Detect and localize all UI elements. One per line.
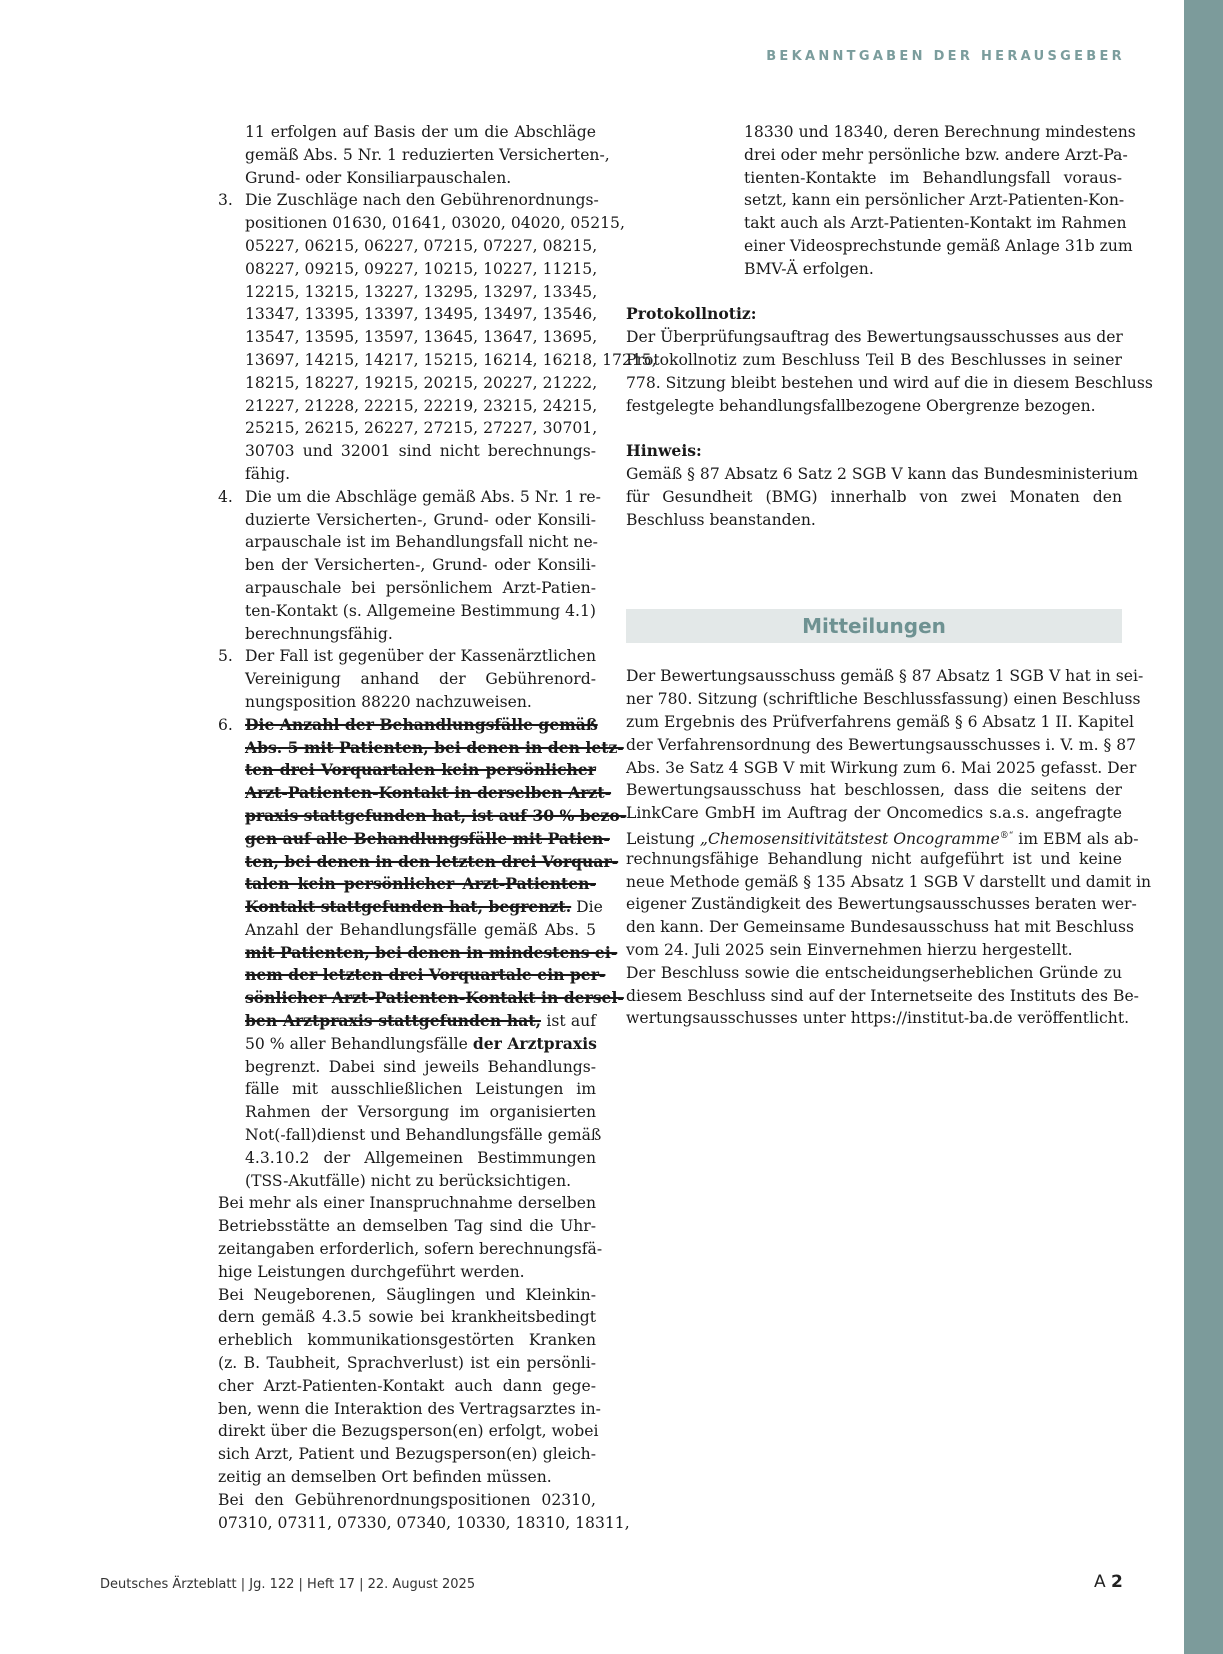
text-line: neue Methode gemäß § 135 Absatz 1 SGB V darstellt und damit in	[626, 872, 1152, 891]
continuation-block	[626, 121, 1136, 281]
struck-text-line: talen kein persönlicher Arzt-Patienten-	[245, 874, 596, 894]
text-line: 30703 und 32001 sind nicht berechnungs-	[245, 442, 596, 461]
text-line: 13697, 14215, 14217, 15215, 16214, 16218, 17215,	[245, 350, 657, 369]
list-number: 6.	[218, 715, 233, 734]
plain-text: 50 % aller Behandlungsfälle	[245, 1034, 468, 1053]
text-line: Der Bewertungsausschuss gemäß § 87 Absatz 1 SGB V hat in sei-	[626, 667, 1144, 686]
text-line: Gemäß § 87 Absatz 6 Satz 2 SGB V kann das Bundesministerium	[626, 464, 1138, 483]
text-line: 13547, 13595, 13597, 13645, 13647, 13695,	[245, 328, 598, 347]
text-line: Grund- oder Konsiliarpauschalen.	[245, 168, 512, 187]
text-line: eigener Zuständigkeit des Bewertungsausschusses beraten wer-	[626, 895, 1137, 914]
list-item-3	[218, 189, 657, 485]
struck-text: ben Arztpraxis stattgefunden hat,	[245, 1011, 542, 1031]
text-line: 18330 und 18340, deren Berechnung mindestens	[744, 123, 1136, 141]
text-line: drei oder mehr persönliche bzw. andere Arzt-Pa-	[744, 145, 1128, 164]
text-line: gemäß Abs. 5 Nr. 1 reduzierten Versicherten-,	[245, 145, 610, 164]
text-line: hige Leistungen durchgeführt werden.	[218, 1262, 525, 1281]
text-line: erheblich kommunikationsgestörten Kranken	[218, 1331, 596, 1350]
text-line: der Verfahrensordnung des Bewertungsausschusses i. V. m. § 87	[626, 735, 1137, 754]
text-line: Abs. 3e Satz 4 SGB V mit Wirkung zum 6. Mai 2025 gefasst. Der	[626, 758, 1137, 777]
text-line: 778. Sitzung bleibt bestehen und wird auf die in diesem Beschluss	[626, 373, 1153, 392]
struck-text: Kontakt stattgefunden hat, begrenzt.	[245, 897, 572, 917]
section-heading: Hinweis:	[626, 441, 702, 461]
text-line: 18215, 18227, 19215, 20215, 20227, 21222,	[245, 373, 598, 392]
text-line: cher Arzt-Patienten-Kontakt auch dann gege-	[218, 1376, 596, 1395]
mixed-text-line	[626, 825, 1139, 849]
text-line: 21227, 21228, 22215, 22219, 23215, 24215,	[245, 396, 598, 415]
page-number	[1094, 1572, 1123, 1592]
text-line: LinkCare GmbH im Auftrag der Oncomedics s.a.s. angefragte	[626, 804, 1122, 823]
italic-text: „Chemosensitivitätstest Oncogramme	[699, 830, 1000, 849]
text-line: Vereinigung anhand der Gebührenord-	[245, 670, 596, 689]
struck-text-line: Abs. 5 mit Patienten, bei denen in den letz-	[245, 737, 624, 757]
text-line: ner 780. Sitzung (schriftliche Beschlussfassung) einen Beschluss	[626, 690, 1141, 709]
plain-text: ist auf	[546, 1012, 596, 1031]
text-line: Bei den Gebührenordnungspositionen 02310,	[218, 1490, 596, 1509]
left-column	[218, 121, 657, 1534]
struck-text-line: praxis stattgefunden hat, ist auf 30 % bezo-	[245, 805, 627, 825]
paragraph-neugeborene	[218, 1284, 601, 1489]
plain-text: Die	[576, 898, 603, 917]
page-prefix: A	[1094, 1572, 1112, 1592]
text-line: Betriebsstätte an demselben Tag sind die Uhr-	[218, 1217, 596, 1236]
text-line: Die Zuschläge nach den Gebührenordnungs-	[245, 191, 599, 210]
text-line: 12215, 13215, 13227, 13295, 13297, 13345,	[245, 282, 598, 301]
list-number: 4.	[218, 487, 233, 506]
text-line: festgelegte behandlungsfallbezogene Obergrenze bezogen.	[626, 396, 1096, 415]
text-line: für Gesundheit (BMG) innerhalb von zwei Monaten den	[626, 487, 1122, 506]
text-line: direkt über die Bezugsperson(en) erfolgt, wobei	[218, 1422, 599, 1441]
protokollnotiz-section	[626, 303, 1153, 417]
struck-text-line: nem der letzten drei Vorquartale ein per-	[245, 965, 606, 985]
text-line: dern gemäß 4.3.5 sowie bei krankheitsbedingt	[218, 1308, 596, 1327]
registered-mark: ®“	[999, 830, 1014, 841]
text-line: berechnungsfähig.	[245, 624, 393, 643]
mixed-text-line	[245, 1033, 596, 1056]
text-line: Protokollnotiz zum Beschluss Teil B des Beschlusses in seiner	[626, 350, 1122, 369]
bold-text: der Arztpraxis	[472, 1033, 597, 1053]
text-line: vom 24. Juli 2025 sein Einvernehmen hierzu hergestellt.	[626, 940, 1073, 959]
right-column	[626, 121, 1153, 1030]
text-line: wertungsausschusses unter https://institut-ba.de veröffentlicht.	[626, 1009, 1130, 1028]
text-line: ben der Versicherten-, Grund- oder Konsili-	[245, 556, 596, 575]
struck-text-line: mit Patienten, bei denen in mindestens ei-	[245, 942, 618, 962]
text-line: Bei mehr als einer Inanspruchnahme derselben	[218, 1194, 596, 1213]
text-line: nungsposition 88220 nachzuweisen.	[245, 692, 532, 711]
struck-text-line: gen auf alle Behandlungsfälle mit Patien-	[245, 828, 610, 848]
intro-continuation	[218, 121, 610, 189]
running-head: BEKANNTGABEN DER HERAUSGEBER	[766, 49, 1125, 64]
footer-citation: Deutsches Ärzteblatt | Jg. 122 | Heft 17 | 22. August 2025	[100, 1577, 476, 1592]
text-line: arpauschale ist im Behandlungsfall nicht ne-	[245, 533, 598, 552]
mitteilungen-body	[626, 665, 1152, 1030]
text-line: diesem Beschluss sind auf der Internetseite des Instituts des Be-	[626, 986, 1139, 1005]
text-line: fälle mit ausschließlichen Leistungen im	[245, 1080, 596, 1099]
struck-text-line: Die Anzahl der Behandlungsfälle gemäß	[245, 714, 598, 734]
text-line: den kann. Der Gemeinsame Bundesausschuss hat mit Beschluss	[626, 918, 1135, 937]
struck-text-line: Arzt-Patienten-Kontakt in derselben Arzt-	[245, 783, 612, 803]
text-line: sich Arzt, Patient und Bezugsperson(en) gleich-	[218, 1445, 596, 1464]
text-line: Der Überprüfungsauftrag des Bewertungsausschusses aus der	[626, 328, 1123, 347]
list-number: 5.	[218, 647, 233, 666]
page-number-value: 2	[1111, 1572, 1123, 1592]
text-line: Not(-fall)dienst und Behandlungsfälle gemäß	[245, 1126, 602, 1145]
text-line: Bewertungsausschuss hat beschlossen, dass die seitens der	[626, 781, 1122, 800]
text-line: 08227, 09215, 09227, 10215, 10227, 11215,	[245, 259, 598, 278]
text-line: 25215, 26215, 26227, 27215, 27227, 30701,	[245, 419, 598, 438]
text-line: Bei Neugeborenen, Säuglingen und Kleinkin-	[218, 1285, 596, 1304]
text-line: arpauschale bei persönlichem Arzt-Patien-	[245, 578, 596, 597]
text-line: rechnungsfähige Behandlung nicht aufgeführt ist und keine	[626, 849, 1122, 868]
text-line: tienten-Kontakte im Behandlungsfall voraus-	[744, 168, 1122, 187]
text-line: positionen 01630, 01641, 03020, 04020, 05215,	[245, 214, 625, 233]
plain-text: im EBM als ab-	[1013, 830, 1139, 849]
text-line: ten-Kontakt (s. Allgemeine Bestimmung 4.1)	[245, 601, 596, 620]
text-line: zeitangaben erforderlich, sofern berechnungsfä-	[218, 1240, 603, 1259]
text-line: ben, wenn die Interaktion des Vertragsarztes in-	[218, 1399, 601, 1418]
text-line: Die um die Abschläge gemäß Abs. 5 Nr. 1 re-	[245, 487, 601, 506]
text-line: (TSS-Akutfälle) nicht zu berücksichtigen.	[245, 1171, 572, 1190]
mixed-text-line	[245, 896, 603, 919]
text-line: fähig.	[245, 464, 291, 483]
hinweis-section	[626, 440, 1138, 531]
text-line: 13347, 13395, 13397, 13495, 13497, 13546,	[245, 305, 598, 324]
list-number: 3.	[218, 191, 233, 210]
text-line: duzierte Versicherten-, Grund- oder Konsili-	[245, 510, 596, 529]
text-line: (z. B. Taubheit, Sprachverlust) ist ein persönli-	[218, 1354, 596, 1373]
list-item-6	[218, 714, 627, 1193]
text-line: BMV-Ä erfolgen.	[744, 259, 874, 278]
paragraph-bei-mehr	[218, 1192, 603, 1283]
mitteilungen-heading: Mitteilungen	[626, 609, 1122, 643]
text-line: setzt, kann ein persönlicher Arzt-Patienten-Kon-	[744, 191, 1125, 210]
struck-text-line: ten drei Vorquartalen kein persönlicher	[245, 760, 596, 780]
text-line: Der Fall ist gegenüber der Kassenärztlichen	[245, 647, 596, 666]
list-item-4	[218, 486, 601, 646]
text-line: einer Videosprechstunde gemäß Anlage 31b zum	[744, 236, 1133, 255]
mixed-text-line	[245, 1010, 596, 1033]
plain-text: Leistung	[626, 830, 700, 849]
text-line: Der Beschluss sowie die entscheidungserheblichen Gründe zu	[626, 963, 1122, 982]
text-line: zeitig an demselben Ort befinden müssen.	[218, 1468, 552, 1487]
text-line: 07310, 07311, 07330, 07340, 10330, 18310, 18311,	[218, 1513, 630, 1532]
struck-text-line: sönlicher Arzt-Patienten-Kontakt in dersel-	[245, 988, 624, 1008]
text-line: 05227, 06215, 06227, 07215, 07227, 08215,	[245, 236, 598, 255]
section-heading: Protokollnotiz:	[626, 304, 757, 324]
list-item-5	[218, 645, 596, 713]
text-line: Beschluss beanstanden.	[626, 510, 816, 529]
text-line: 11 erfolgen auf Basis der um die Abschläge	[245, 123, 596, 141]
side-accent-bar	[1184, 0, 1223, 1654]
text-line: zum Ergebnis des Prüfverfahrens gemäß § 6 Absatz 1 II. Kapitel	[626, 712, 1135, 731]
text-line: Rahmen der Versorgung im organisierten	[245, 1103, 596, 1122]
text-line: Anzahl der Behandlungsfälle gemäß Abs. 5	[245, 920, 596, 939]
text-line: takt auch als Arzt-Patienten-Kontakt im Rahmen	[744, 214, 1127, 233]
struck-text-line: ten, bei denen in den letzten drei Vorquar-	[245, 851, 619, 871]
text-line: 4.3.10.2 der Allgemeinen Bestimmungen	[245, 1148, 596, 1167]
paragraph-bei-den	[218, 1489, 630, 1535]
text-line: begrenzt. Dabei sind jeweils Behandlungs-	[245, 1057, 596, 1076]
